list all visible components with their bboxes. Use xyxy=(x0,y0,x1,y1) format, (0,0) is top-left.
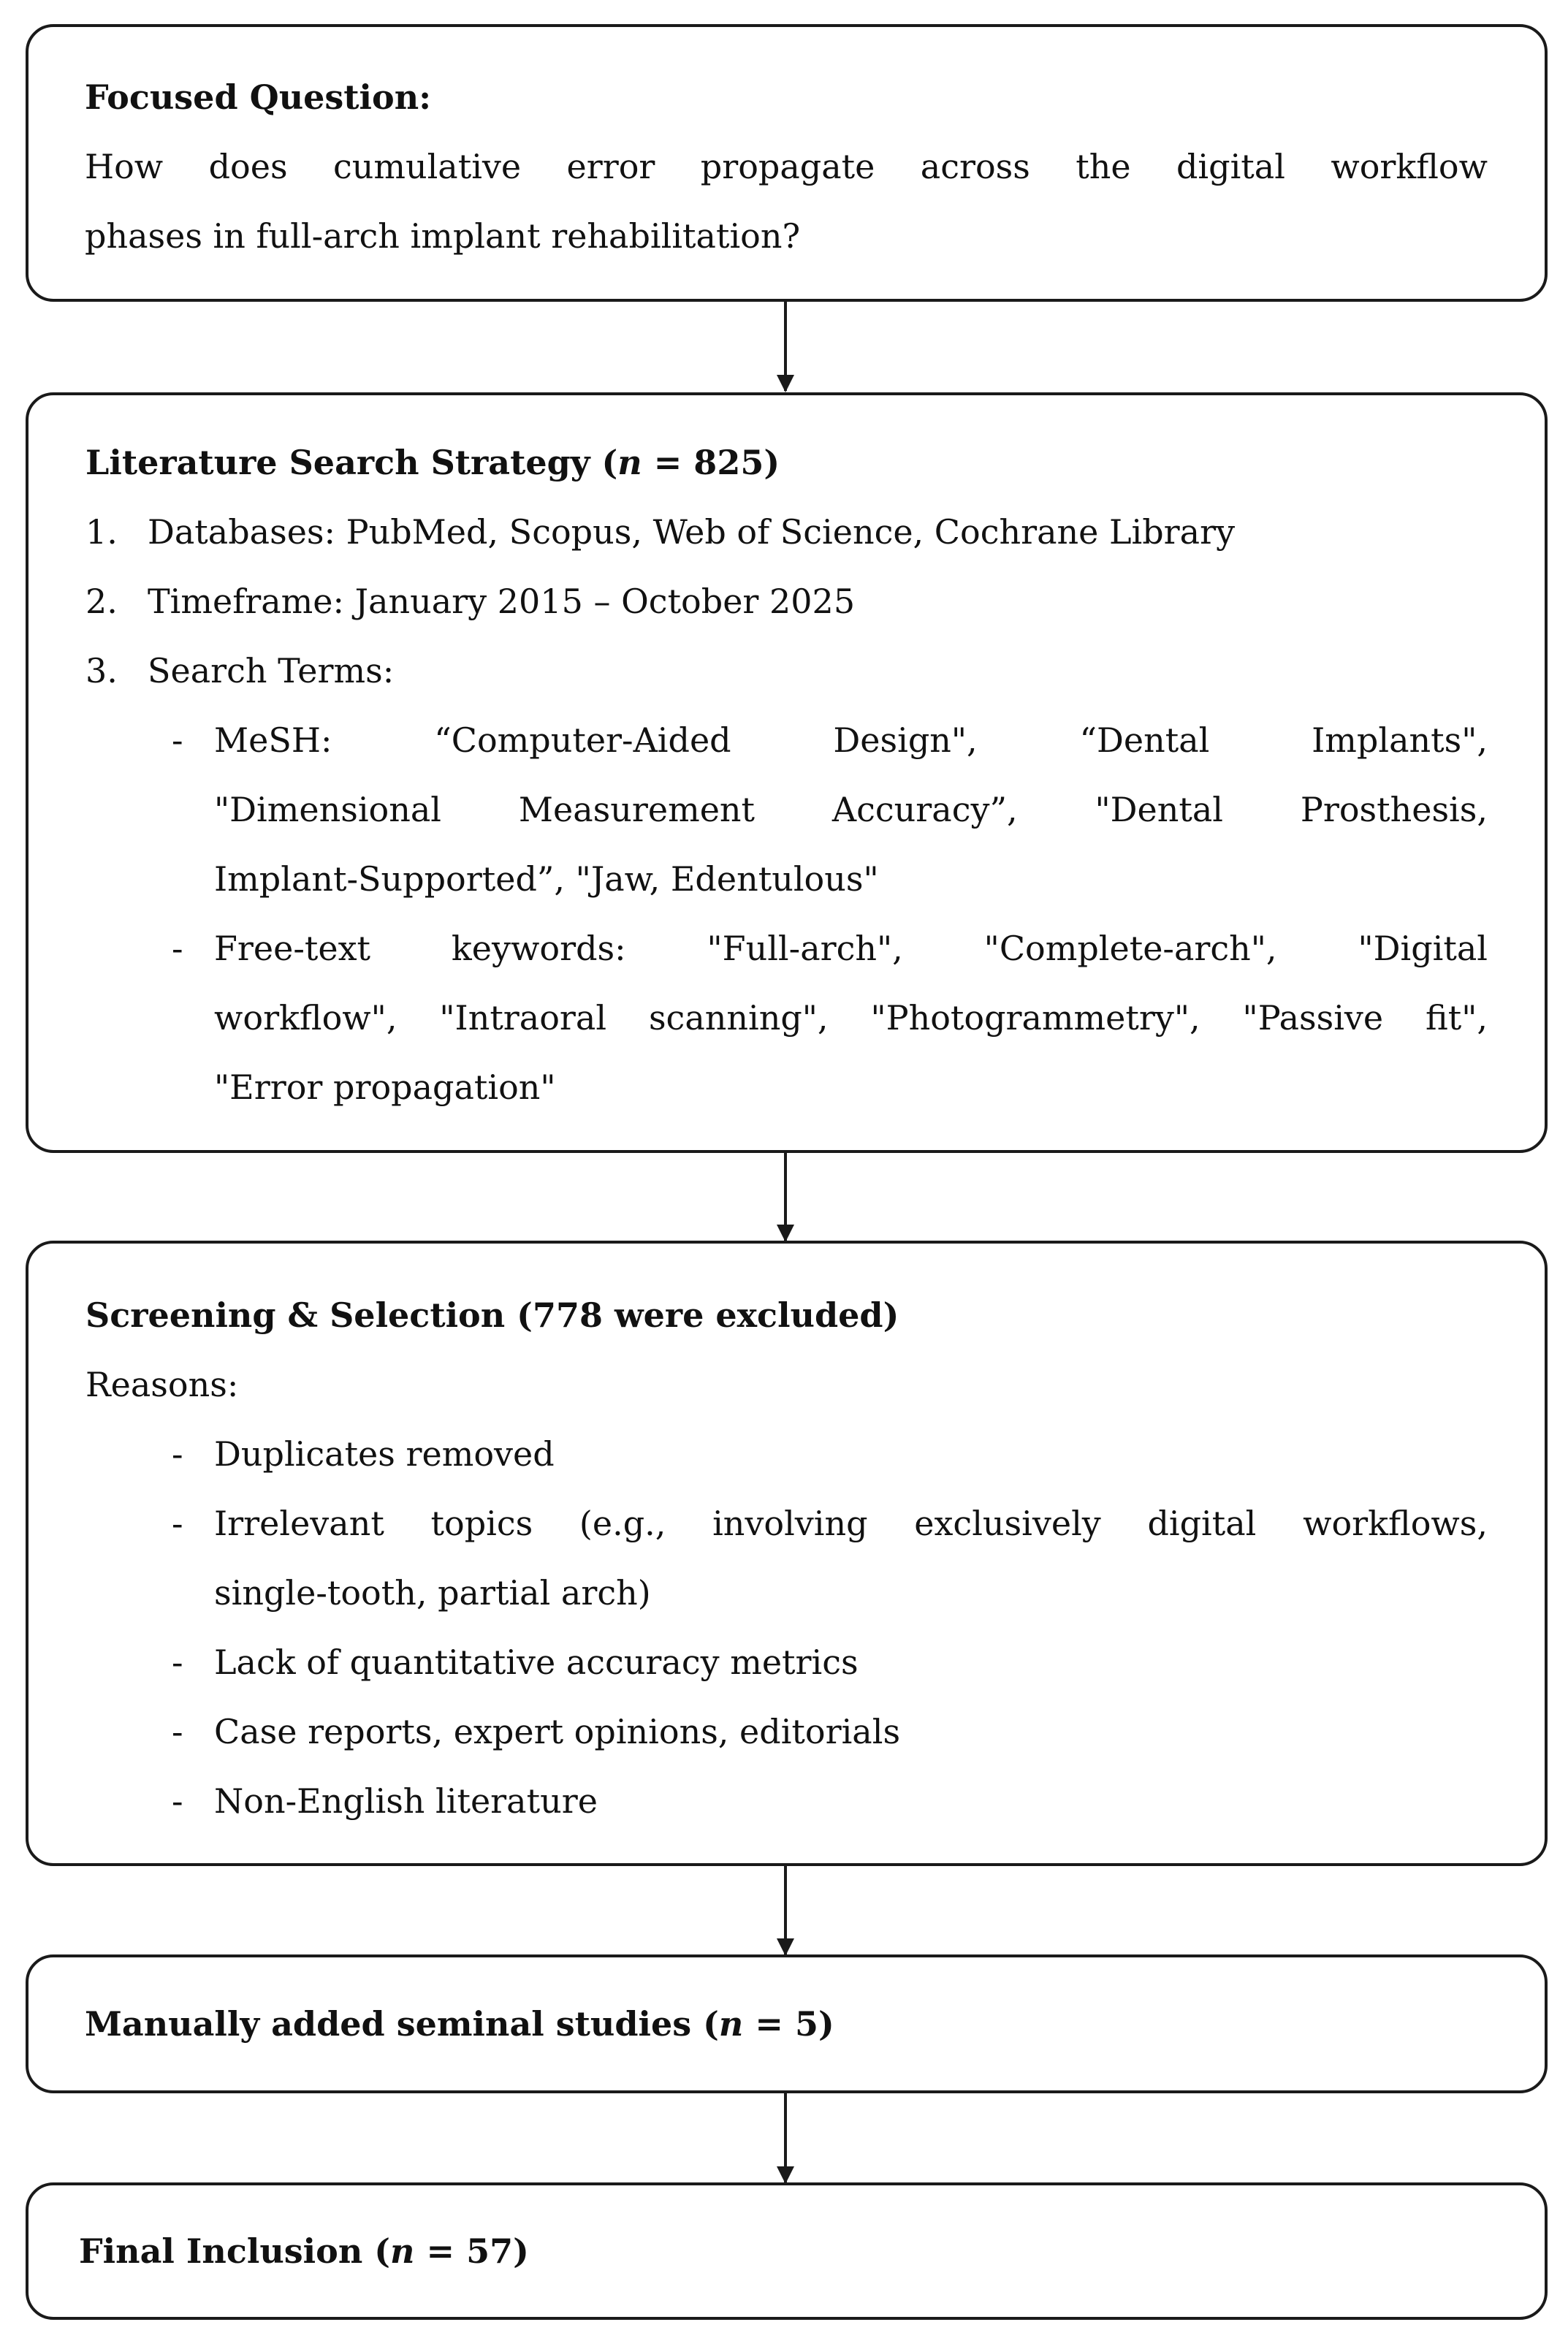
n-symbol: n xyxy=(390,2231,415,2271)
search-item-1-number: 1. xyxy=(85,512,118,552)
reason-dash: - xyxy=(172,1434,183,1474)
freetext-line-2: workflow", "Intraoral scanning", "Photogrammetry", "Passive fit", xyxy=(214,998,1488,1038)
heading-count: = 5) xyxy=(743,2004,834,2044)
reason-item: Lack of quantitative accuracy metrics xyxy=(214,1642,859,1682)
heading-text: Literature Search Strategy ( xyxy=(85,443,618,482)
reasons-label: Reasons: xyxy=(85,1365,239,1404)
freetext-dash: - xyxy=(172,929,183,968)
mesh-line-1: MeSH: “Computer-Aided Design", “Dental Implants", xyxy=(214,720,1488,760)
mesh-dash: - xyxy=(172,720,183,760)
reason-item: Irrelevant topics (e.g., involving exclusively digital workflows, xyxy=(214,1504,1488,1543)
search-item-2-text: Timeframe: January 2015 – October 2025 xyxy=(148,582,856,621)
n-symbol: n xyxy=(718,2004,744,2044)
focused-question-heading: Focused Question: xyxy=(85,77,432,117)
mesh-line-2: "Dimensional Measurement Accuracy”, "Dental Prosthesis, xyxy=(214,790,1488,829)
arrow-down-icon xyxy=(784,302,787,391)
reason-dash: - xyxy=(172,1712,183,1751)
heading-text: Final Inclusion ( xyxy=(79,2231,391,2271)
search-item-2-number: 2. xyxy=(85,582,118,621)
reason-item: Case reports, expert opinions, editorials xyxy=(214,1712,901,1751)
reason-item-continued: single-tooth, partial arch) xyxy=(214,1573,651,1613)
arrow-down-icon xyxy=(784,1866,787,1954)
reason-item: Non-English literature xyxy=(214,1781,598,1821)
manual-additions-heading xyxy=(85,2004,834,2044)
heading-text: Manually added seminal studies ( xyxy=(85,2004,719,2044)
arrow-down-icon xyxy=(784,1153,787,1241)
heading-count: = 825) xyxy=(642,443,780,482)
freetext-line-1: Free-text keywords: "Full-arch", "Complete-arch", "Digital xyxy=(214,929,1488,968)
search-strategy-heading xyxy=(85,443,780,482)
n-symbol: n xyxy=(617,443,642,482)
arrow-down-icon xyxy=(784,2093,787,2182)
search-item-3-text: Search Terms: xyxy=(148,651,395,690)
focused-question-line-2: phases in full-arch implant rehabilitation? xyxy=(85,216,801,256)
search-item-3-number: 3. xyxy=(85,651,118,690)
reason-item: Duplicates removed xyxy=(214,1434,555,1474)
final-inclusion-heading xyxy=(79,2231,529,2271)
mesh-line-3: Implant-Supported”, "Jaw, Edentulous" xyxy=(214,859,879,899)
reason-dash: - xyxy=(172,1781,183,1821)
search-strategy-box xyxy=(26,392,1548,1153)
screening-heading: Screening & Selection (778 were excluded) xyxy=(85,1295,899,1335)
freetext-line-3: "Error propagation" xyxy=(214,1067,556,1107)
reason-dash: - xyxy=(172,1504,183,1543)
heading-count: = 57) xyxy=(414,2231,529,2271)
search-item-1-text: Databases: PubMed, Scopus, Web of Science, Cochrane Library xyxy=(148,512,1236,552)
focused-question-line-1: How does cumulative error propagate across the digital workflow xyxy=(85,147,1488,186)
reason-dash: - xyxy=(172,1642,183,1682)
